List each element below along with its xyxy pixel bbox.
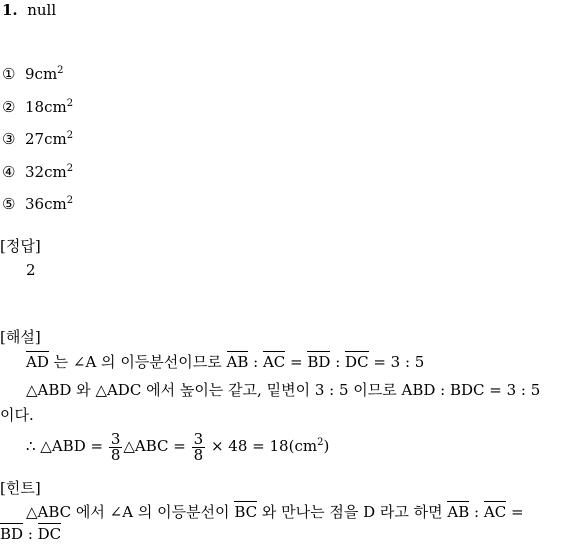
choice-mark: ③ [2, 130, 16, 148]
segment-ad: AD [26, 353, 49, 371]
segment-bc: BC [234, 503, 258, 521]
question-line [2, 0, 56, 20]
hint-line-1: △ABC 에서 ∠A 의 이등분선이 BC 와 만나는 점을 D 라고 하면 AB : AC = [26, 503, 524, 521]
choice-3: ③ $27cm^2$ [2, 130, 74, 148]
choice-1: ① $9cm^2$ [2, 65, 64, 83]
choice-value: 32cm [25, 163, 67, 181]
fraction: $\frac{3}{8}$ [110, 429, 121, 464]
choice-mark: ① [2, 65, 16, 83]
segment-dc: DC [345, 353, 369, 371]
choice-value: 18cm [25, 98, 67, 116]
question-number: 1. [2, 1, 18, 19]
answer-value: 2 [26, 261, 36, 279]
explanation-line-4: ∴ △ABD = $\frac{3}{8}$ △ABC = $\frac{3}{8}$ × $48 = 18(cm^2)$ [26, 429, 330, 464]
choice-5: ⑤ $36cm^2$ [2, 195, 74, 213]
segment-ab: AB [447, 503, 470, 521]
segment-bd: BD [307, 353, 331, 371]
choice-value: 27cm [25, 130, 67, 148]
segment-ac: AC [483, 503, 507, 521]
explanation-line-1: AD 는 ∠A 의 이등분선이므로 AB : AC = BD : DC = 3 : 5 [26, 353, 425, 371]
fraction: $\frac{3}{8}$ [193, 429, 204, 464]
choice-mark: ④ [2, 163, 16, 181]
choice-mark: ② [2, 98, 16, 116]
choice-value: 9cm [25, 65, 58, 83]
segment-ab: AB [226, 353, 249, 371]
question-text: null [27, 1, 57, 19]
explanation-label: [해설] [0, 328, 41, 346]
hint-line-2: BD : DC [0, 525, 62, 543]
answer-label: [정답] [0, 237, 41, 255]
explanation-line-3: 이다. [0, 406, 34, 424]
choice-mark: ⑤ [2, 195, 16, 213]
explanation-line-2: △ABD 와 △ADC 에서 높이는 같고, 밑변이 3 : 5 이므로 ABD : BDC = 3 : 5 [26, 381, 541, 399]
segment-ac: AC [262, 353, 286, 371]
hint-label: [힌트] [0, 479, 41, 497]
choice-value: 36cm [25, 195, 67, 213]
choice-4: ④ $32cm^2$ [2, 163, 74, 181]
segment-dc: DC [37, 525, 62, 543]
segment-bd: BD [0, 525, 24, 543]
choice-2: ② $18cm^2$ [2, 98, 74, 116]
